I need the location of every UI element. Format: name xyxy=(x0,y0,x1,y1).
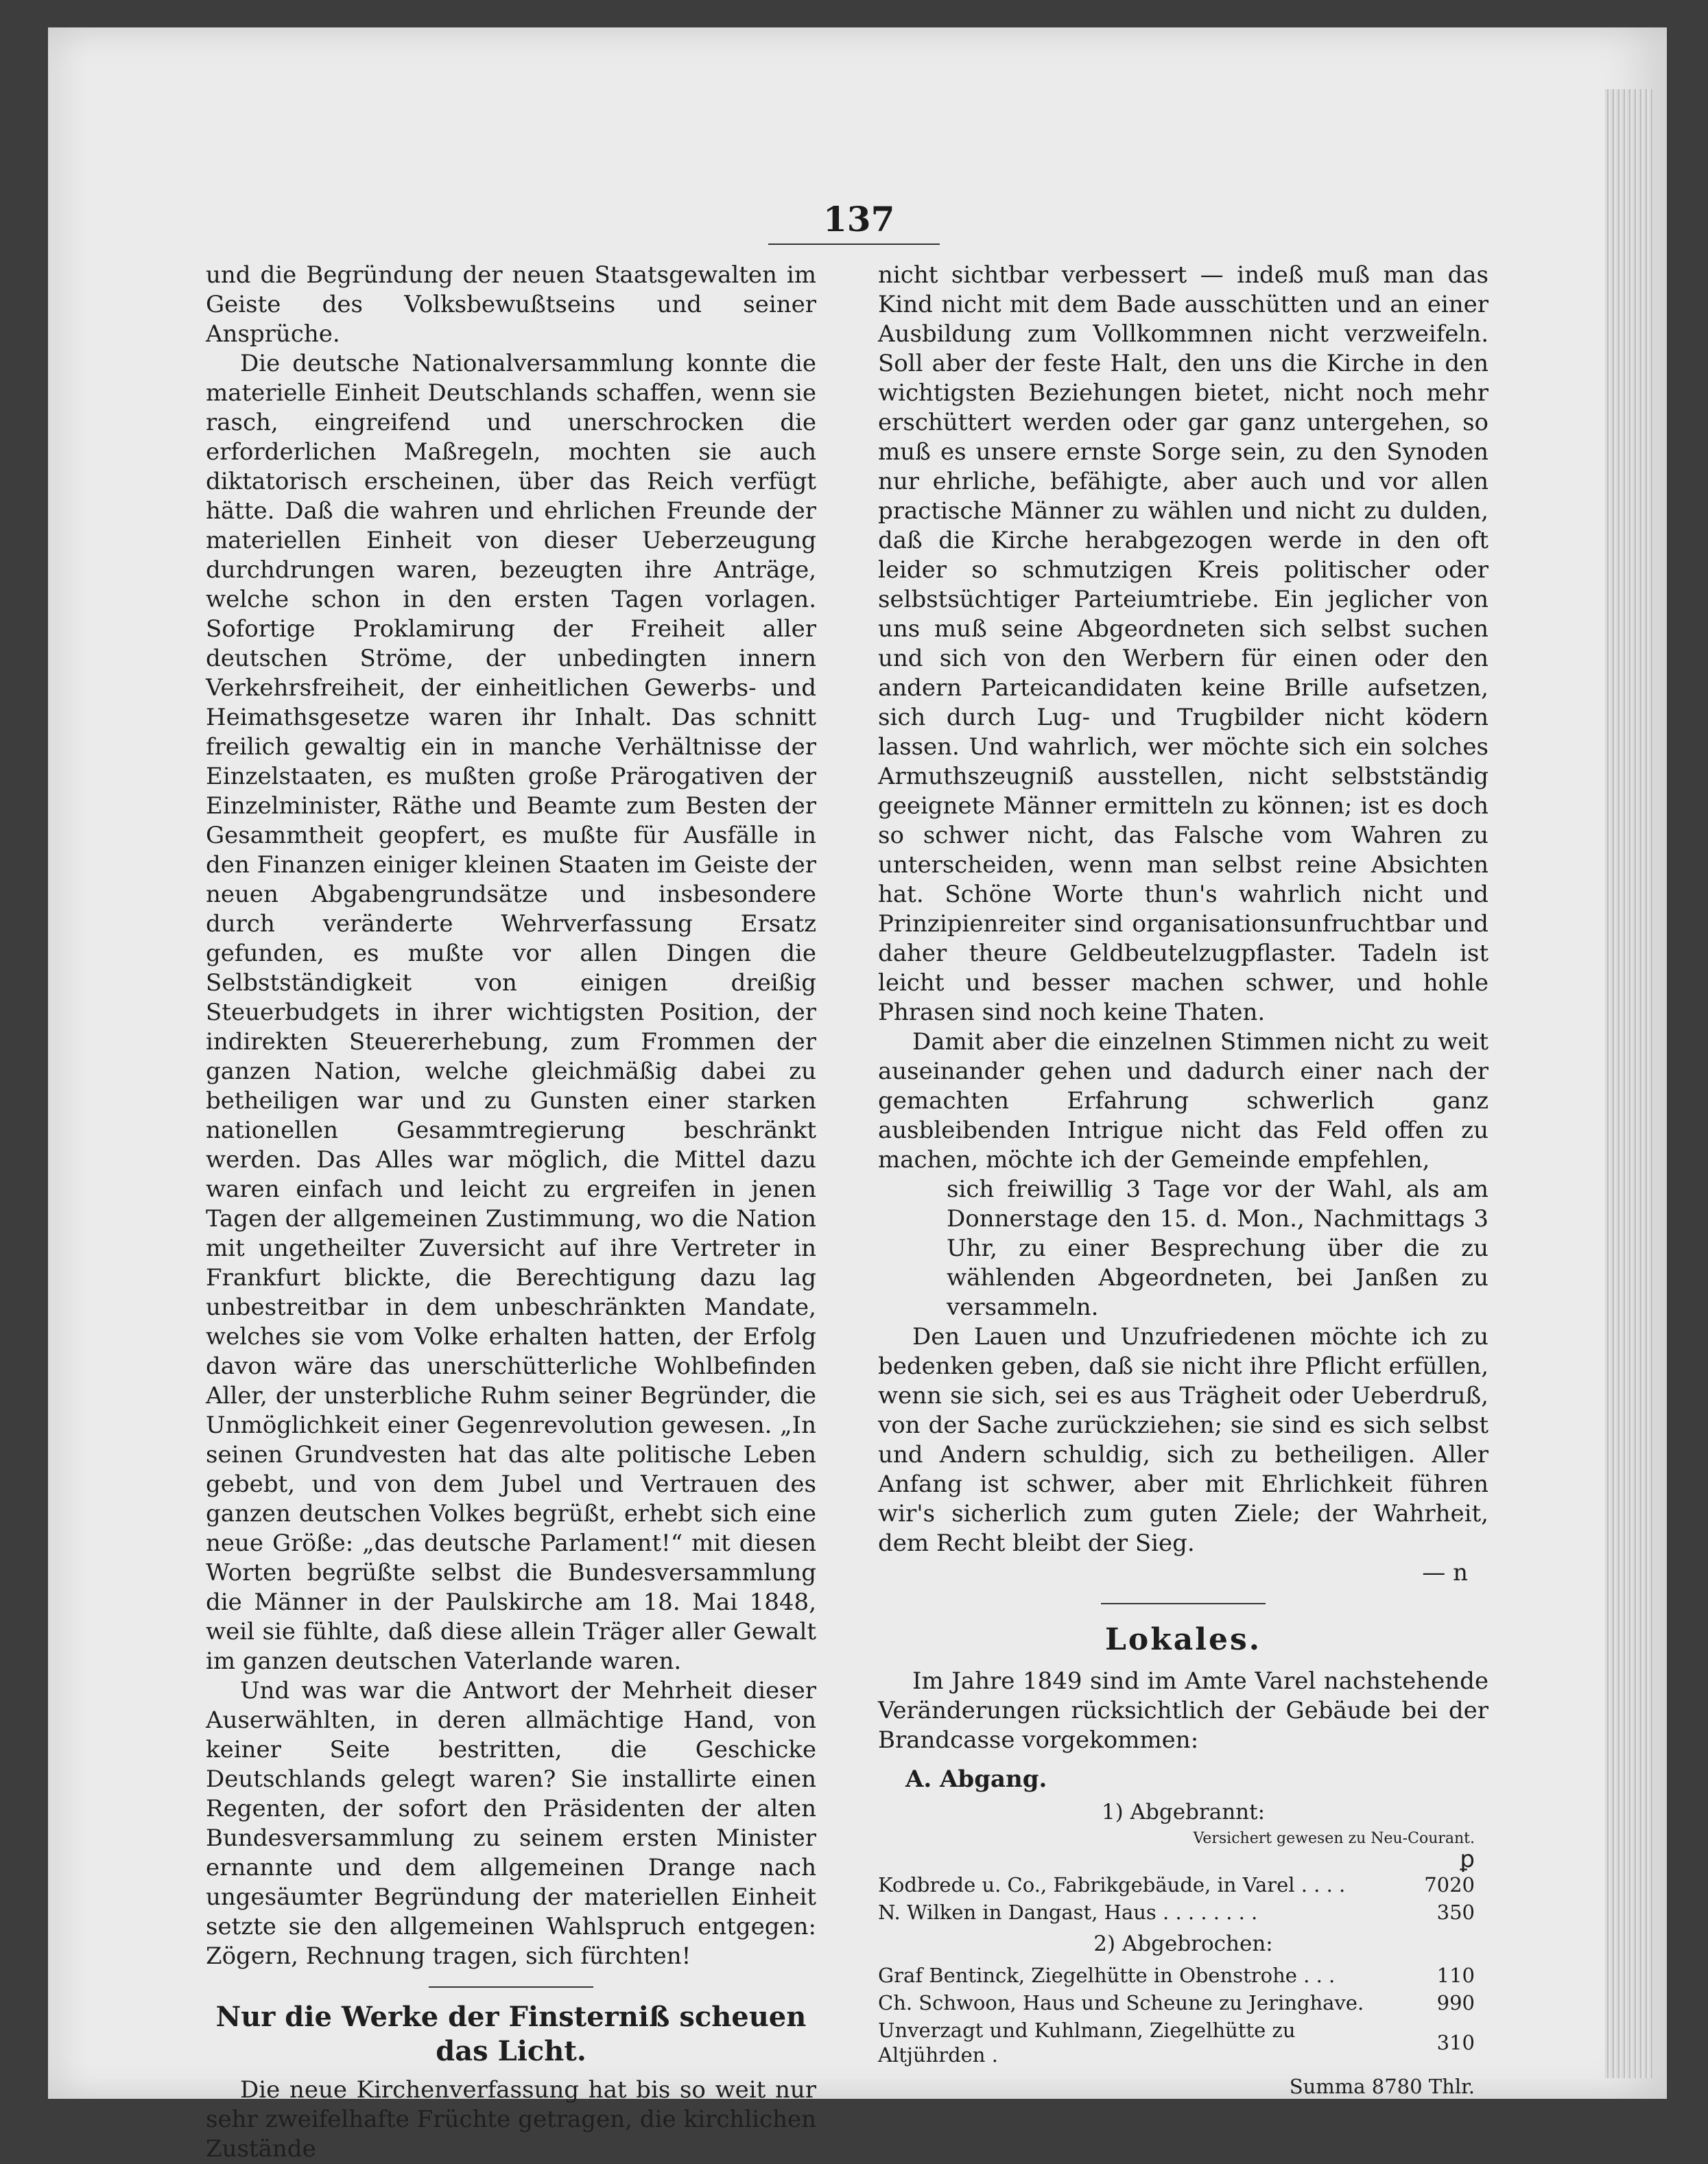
table-row xyxy=(878,1989,1488,2017)
insurance-note: Versichert gewesen zu Neu-Courant. xyxy=(1193,1830,1475,1847)
item-text: Unverzagt und Kuhlmann, Ziegelhütte zu Altjührden . xyxy=(878,2019,1296,2067)
item-text: Kodbrede u. Co., Fabrikgebäude, in Varel . . . . xyxy=(878,1873,1346,1897)
right-column xyxy=(878,261,1488,2100)
item-amount: 990 xyxy=(1436,1991,1475,2014)
lokales-heading: Lokales. xyxy=(1104,1622,1262,1657)
item-amount: 110 xyxy=(1436,1964,1475,1987)
page-number: 137 xyxy=(823,199,895,239)
table-row xyxy=(878,1899,1488,1926)
item-text: Ch. Schwoon, Haus und Scheune zu Jeringhave. xyxy=(878,1991,1364,2014)
section-divider xyxy=(1101,1603,1266,1604)
table-row xyxy=(878,1871,1488,1899)
item-text: Graf Bentinck, Ziegelhütte in Obenstrohe . . . xyxy=(878,1964,1336,1987)
item-amount: 350 xyxy=(1436,1901,1475,1924)
table-row xyxy=(878,2017,1488,2069)
paragraph: Und was war die Antwort der Mehrheit dieser Auserwählten, in deren allmächtige Hand, von keiner Seite bestritten, die Geschicke Deutschlands gelegt waren? Sie installirte einen Regenten, der sofort den Präsidenten der alten Bundesversammlung zu seinem ersten Minister ernannte und dem allgemeinen Drange nach ungesäumter Begründung der materiellen Einheit setzte sie den allgemeinen Wahlspruch entgegen: Zögern, Rechnung tragen, sich fürchten! xyxy=(206,1677,816,1970)
section-divider xyxy=(429,1986,593,1988)
lokales-intro: Im Jahre 1849 sind im Amte Varel nachstehende Veränderungen rücksichtlich der Gebäude bei der Brandcasse vorgekommen: xyxy=(878,1667,1488,1754)
item-amount: 310 xyxy=(1436,2031,1475,2054)
abgebrochen-table xyxy=(878,1962,1488,2069)
signature: — n xyxy=(1422,1559,1468,1586)
section-a-heading: A. Abgang. xyxy=(905,1765,1047,1793)
table-row xyxy=(878,1962,1488,1989)
paragraph: Den Lauen und Unzufriedenen möchte ich zu bedenken geben, daß sie nicht ihre Pflicht erfüllen, wenn sie sich, sei es aus Trägheit oder Ueberdruß, von der Sache zurückziehen; sie sind es sich selbst und Andern schuldig, sich zu betheiligen. Aller Anfang ist schwer, aber mit Ehrlichkeit führen wir's sicherlich zum guten Ziele; der Wahrheit, dem Recht bleibt der Sieg. xyxy=(878,1323,1488,1557)
item-amount: 7020 xyxy=(1424,1873,1475,1897)
meeting-notice: sich freiwillig 3 Tage vor der Wahl, als am Donnerstage den 15. d. Mon., Nachmittags 3 Uhr, zu einer Besprechung über die zu wählenden Abgeordneten, bei Janßen zu versammeln. xyxy=(947,1176,1488,1321)
subheading-abgebrochen: 2) Abgebrochen: xyxy=(1093,1931,1273,1956)
paragraph: Damit aber die einzelnen Stimmen nicht zu weit auseinander gehen und dadurch einer nach der gemachten Erfahrung schwerlich ganz ausbleibenden Intrigue nicht das Feld offen zu machen, möchte ich der Gemeinde empfehlen, xyxy=(878,1028,1488,1174)
paragraph: nicht sichtbar verbessert — indeß muß man das Kind nicht mit dem Bade ausschütten und an einer Ausbildung zum Vollkommnen nicht verzweifeln. Soll aber der feste Halt, den uns die Kirche in den wichtigsten Beziehungen bietet, nicht noch mehr erschüttert werden oder gar ganz untergehen, so muß es unsere ernste Sorge sein, zu den Synoden nur ehrliche, befähigte, aber auch und vor allen practische Männer zu wählen und nicht zu dulden, daß die Kirche herabgezogen werde in den oft leider so schmutzigen Kreis politischer oder selbstsüchtiger Parteiumtriebe. Ein jeglicher von uns muß seine Abgeordneten sich selbst suchen und sich von den Werbern für einen oder den andern Parteicandidaten keine Brille aufsetzen, sich durch Lug- und Trugbilder nicht ködern lassen. Und wahrlich, wer möchte sich ein solches Armuthszeugniß ausstellen, nicht selbstständig geeignete Männer ermitteln zu können; ist es doch so schwer nicht, das Falsche vom Wahren zu unterscheiden, wenn man selbst reine Absichten hat. Schöne Worte thun's wahrlich nicht und Prinzipienreiter sind organisationsunfruchtbar und daher theure Geldbeutelzugpflaster. Tadeln ist leicht und besser machen schwer, und hohle Phrasen sind noch keine Thaten. xyxy=(878,261,1488,1026)
summa-total: Summa 8780 Thlr. xyxy=(1289,2075,1475,2098)
article-headline: Nur die Werke der Finsterniß scheuen das Licht. xyxy=(215,2001,807,2067)
left-column xyxy=(206,261,816,2164)
page-number-rule xyxy=(768,243,940,245)
currency-mark: ꝑ xyxy=(1460,1846,1475,1873)
paragraph: Die neue Kirchenverfassung hat bis so weit nur sehr zweifelhafte Früchte getragen, die kirchlichen Zustände xyxy=(206,2076,816,2163)
item-text: N. Wilken in Dangast, Haus . . . . . . . . xyxy=(878,1901,1258,1924)
paragraph: und die Begründung der neuen Staatsgewalten im Geiste des Volksbewußtseins und seiner Ansprüche. xyxy=(206,261,816,348)
abgebrannt-table xyxy=(878,1871,1488,1926)
page-edge xyxy=(1605,89,1653,2078)
paragraph: Die deutsche Nationalversammlung konnte die materielle Einheit Deutschlands schaffen, wenn sie rasch, eingreifend und unerschrocken die erforderlichen Maßregeln, mochten sie auch diktatorisch erscheinen, über das Reich verfügt hätte. Daß die wahren und ehrlichen Freunde der materiellen Einheit von dieser Ueberzeugung durchdrungen waren, bezeugten ihre Anträge, welche schon in den ersten Tagen vorlagen. Sofortige Proklamirung der Freiheit aller deutschen Ströme, der unbedingten innern Verkehrsfreiheit, der einheitlichen Gewerbs- und Heimathsgesetze waren ihr Inhalt. Das schnitt freilich gewaltig ein in manche Verhältnisse der Einzelstaaten, es mußten große Prärogativen der Einzelminister, Räthe und Beamte zum Besten der Gesammtheit geopfert, es mußte für Ausfälle in den Finanzen einiger kleinen Staaten im Geiste der neuen Abgabengrundsätze und insbesondere durch veränderte Wehrverfassung Ersatz gefunden, es mußte vor allen Dingen die Selbstständigkeit von einigen dreißig Steuerbudgets in ihrer wichtigsten Position, der indirekten Steuererhebung, zum Frommen der ganzen Nation, welche gleichmäßig dabei zu betheiligen war und zu Gunsten einer starken nationellen Gesammtregierung beschränkt werden. Das Alles war möglich, die Mittel dazu waren einfach und leicht zu ergreifen in jenen Tagen der allgemeinen Zustimmung, wo die Nation mit ungetheilter Zuversicht auf ihre Vertreter in Frankfurt blickte, die Berechtigung dazu lag unbestreitbar in dem unbeschränkten Mandate, welches sie vom Volke erhalten hatten, der Erfolg davon wäre das unerschütterliche Wohlbefinden Aller, der unsterbliche Ruhm seiner Begründer, die Unmöglichkeit einer Gegenrevolution gewesen. „In seinen Grundvesten hat das alte politische Leben gebebt, und von dem Jubel und Vertrauen des ganzen deutschen Volkes begrüßt, erhebt sich eine neue Größe: „das deutsche Parlament!“ mit diesen Worten begrüßte selbst die Bundesversammlung die Männer in der Paulskirche am 18. Mai 1848, weil sie fühlte, daß diese allein Träger aller Gewalt im ganzen deutschen Vaterlande waren. xyxy=(206,350,817,1675)
subheading-abgebrannt: 1) Abgebrannt: xyxy=(1101,1800,1266,1824)
newspaper-page xyxy=(48,27,1667,2163)
